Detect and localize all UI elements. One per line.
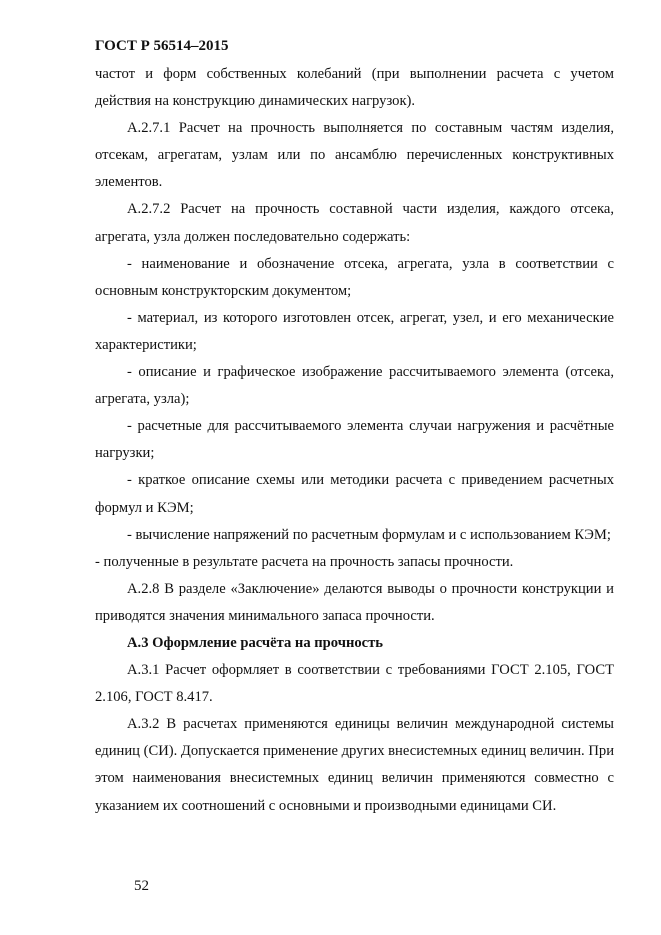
paragraph-a28: А.2.8 В разделе «Заключение» делаются выводы о прочности конструкции и приводятся значения минимального запаса прочности.: [95, 580, 614, 624]
paragraph-a271: А.2.7.1 Расчет на прочность выполняется по составным частям изделия, отсекам, агрегатам, узлам или по ансамблю перечисленных конструктивных элементов.: [95, 120, 614, 191]
list-item: - материал, из которого изготовлен отсек, агрегат, узел, и его механические характеристики;: [95, 309, 614, 353]
paragraph-a272: А.2.7.2 Расчет на прочность составной части изделия, каждого отсека, агрегата, узла должен последовательно содержать:: [95, 201, 614, 245]
list-item: - расчетные для рассчитываемого элемента случаи нагружения и расчётные нагрузки;: [95, 418, 614, 462]
section-heading: А.3 Оформление расчёта на прочность: [127, 634, 384, 651]
body-text: [95, 61, 614, 820]
page-number: 52: [134, 878, 149, 894]
paragraph-a31: А.3.1 Расчет оформляет в соответствии с требованиями ГОСТ 2.105, ГОСТ 2.106, ГОСТ 8.417.: [95, 662, 614, 706]
list-item: - описание и графическое изображение рассчитываемого элемента (отсека, агрегата, узла);: [95, 364, 614, 408]
list-item: - вычисление напряжений по расчетным формулам и с использованием КЭМ;: [127, 526, 611, 543]
paragraph-continuation: частот и форм собственных колебаний (при выполнении расчета с учетом действия на конструкцию динамических нагрузок).: [95, 66, 614, 110]
paragraph-a32: А.3.2 В расчетах применяются единицы величин международной системы единиц (СИ). Допускается применение других внесистемных единиц величин. При этом наименования внесистемных единиц величин применяются совместно с указанием их соотношений с основными и производными единицами СИ.: [95, 716, 615, 814]
list-item: - полученные в результате расчета на прочность запасы прочности.: [95, 553, 514, 570]
list-item: - наименование и обозначение отсека, агрегата, узла в соответствии с основным конструкторским документом;: [95, 255, 614, 299]
list-item: - краткое описание схемы или методики расчета с приведением расчетных формул и КЭМ;: [95, 472, 614, 516]
standard-header: ГОСТ Р 56514–2015: [95, 38, 229, 54]
